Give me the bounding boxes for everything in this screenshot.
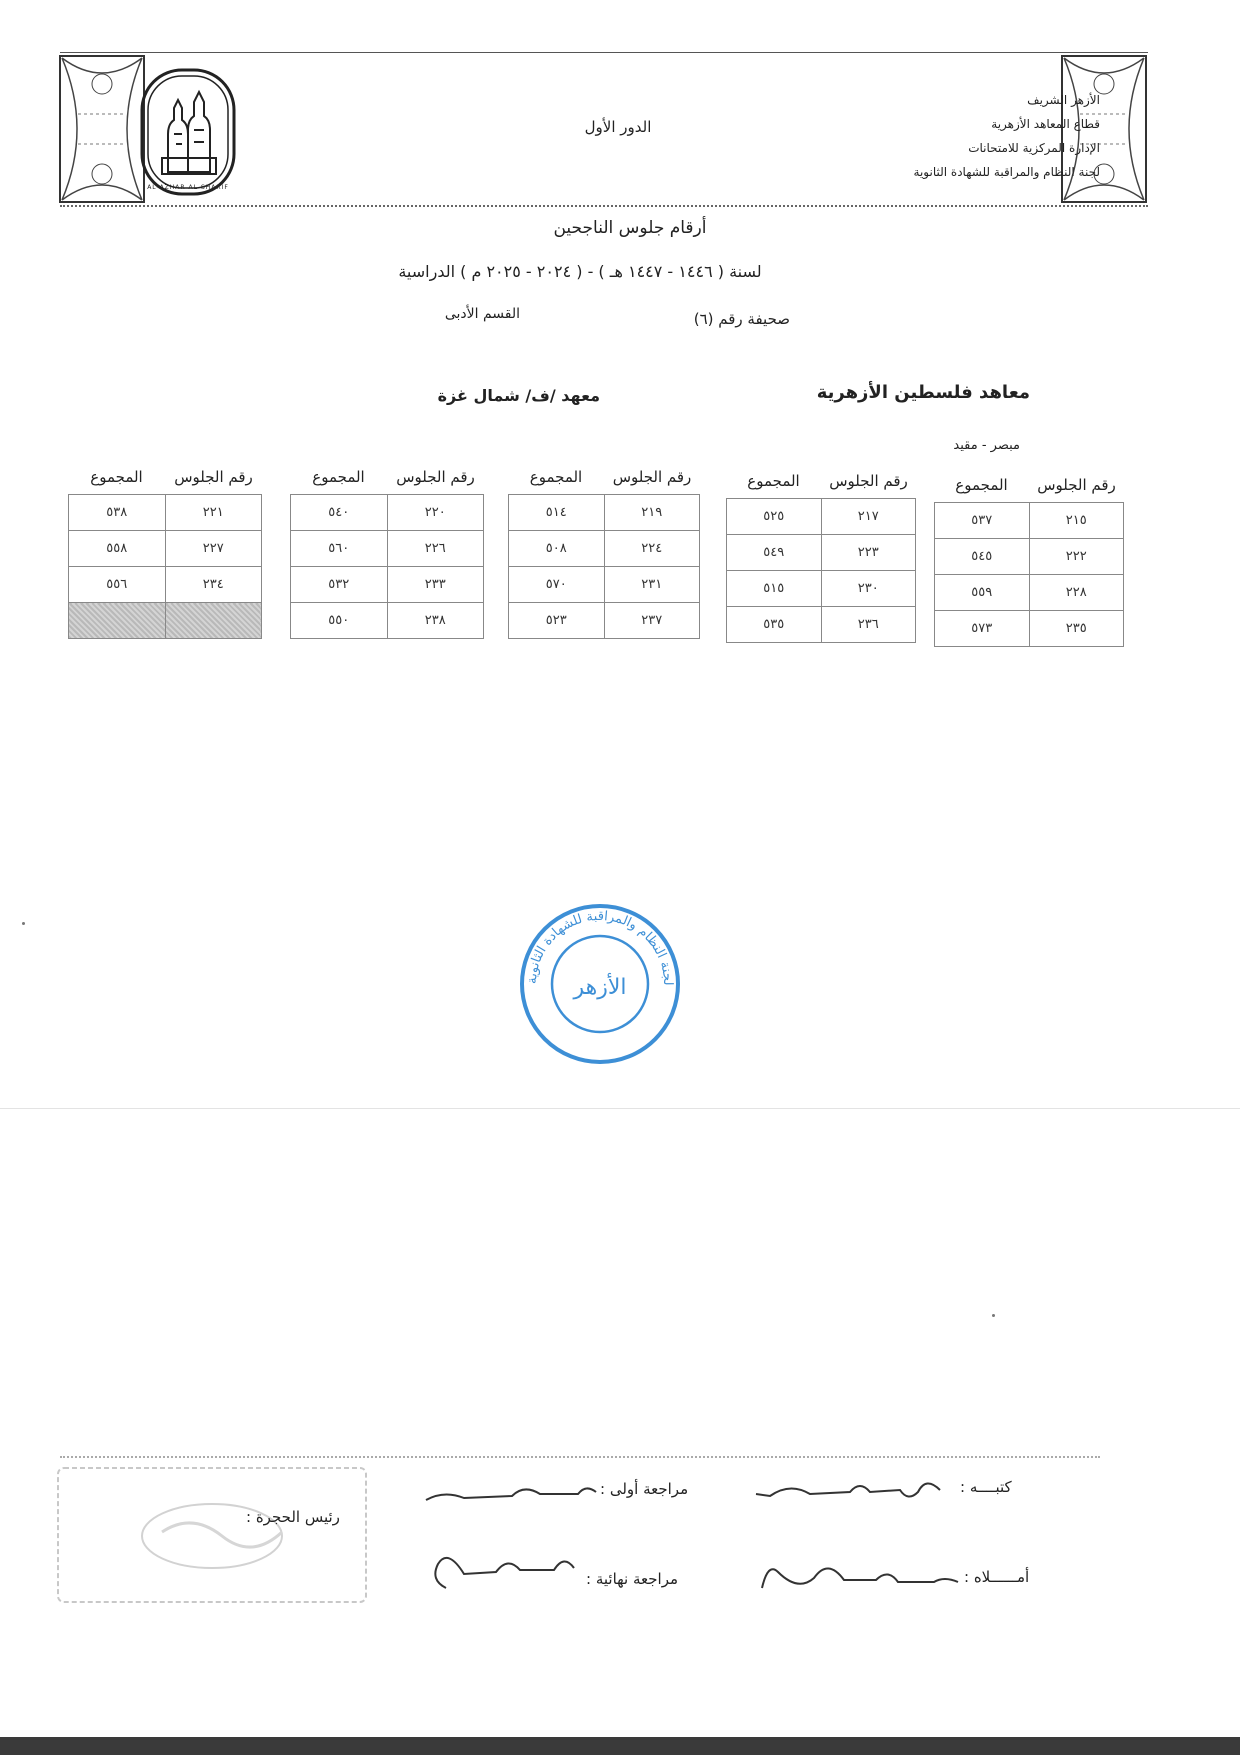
seat-cell: ٢٢٢ [1029,539,1124,575]
results-table [726,498,916,643]
results-table [68,494,262,639]
table-row [509,531,700,567]
fold-line [0,1108,1240,1109]
total-cell: ٥٣٧ [935,503,1030,539]
results-table [290,494,484,639]
total-header: المجموع [529,468,583,486]
seat-header: رقم الجلوس [829,472,908,490]
results-column [290,468,484,639]
scan-speck [992,1314,995,1317]
al-azhar-logo [138,64,238,200]
logo-caption: AL-AZHAR AL-SHARIF [147,184,229,191]
org-line: الإدارة المركزية للامتحانات [968,141,1100,155]
seat-cell: ٢٣٧ [604,603,700,639]
document-title: أرقام جلوس الناجحين [553,218,707,238]
total-cell: ٥٥٠ [291,603,388,639]
total-cell: ٥٥٦ [69,567,166,603]
student-category: مبصر - مقيد [953,438,1020,453]
ornament-graphic [58,54,146,204]
seat-header: رقم الجلوس [1037,476,1116,494]
total-cell: ٥١٥ [727,571,822,607]
table-row [935,575,1124,611]
seat-cell: ٢١٧ [821,499,916,535]
results-table [508,494,700,639]
total-cell: ٥٢٥ [727,499,822,535]
seat-cell: ٢٢٠ [387,495,484,531]
org-line: الأزهر الشريف [1027,93,1100,107]
total-cell: ٥٣٢ [291,567,388,603]
total-cell: ٥٤٠ [291,495,388,531]
stamp-center-text: الأزهر [573,975,627,1000]
total-cell: ٥٤٥ [935,539,1030,575]
institute-name: معهد /ف/ شمال غزة [437,386,600,405]
total-cell: ٥٧٣ [935,611,1030,647]
seat-cell: ٢٣٣ [387,567,484,603]
total-cell: ٥٢٣ [509,603,605,639]
total-cell: ٥٤٩ [727,535,822,571]
signature-separator [60,1456,1100,1458]
writer-label: كتبــــه : [960,1478,1012,1496]
total-cell: ٥٥٨ [69,531,166,567]
table-row [69,495,262,531]
table-row [935,539,1124,575]
seat-cell: ٢٢٤ [604,531,700,567]
empty-shaded-row [69,603,262,639]
results-table [934,502,1124,647]
seat-cell: ٢٢٨ [1029,575,1124,611]
left-ornament [58,54,146,204]
total-cell: ٥١٤ [509,495,605,531]
table-row [727,535,916,571]
seat-cell: ٢٣٥ [1029,611,1124,647]
stamp-ring-text: لجنة النظام والمراقبة للشهادة الثانوية [524,908,676,986]
seat-cell: ٢٣٤ [165,567,262,603]
institutes-group: معاهد فلسطين الأزهرية [816,382,1030,403]
table-row [69,567,262,603]
page-number: صحيفة رقم (٦) [693,310,790,328]
total-cell: ٥٦٠ [291,531,388,567]
table-row [291,567,484,603]
table-row [935,611,1124,647]
shaded-cell [69,603,166,639]
official-stamp [518,902,682,1066]
total-cell: ٥٣٥ [727,607,822,643]
table-row [727,499,916,535]
organization-lines [840,88,1100,184]
room-head-label: رئيس الحجرة : [246,1508,340,1526]
seat-cell: ٢١٥ [1029,503,1124,539]
seat-cell: ٢٣٨ [387,603,484,639]
first-review-label: مراجعة أولى : [600,1480,689,1498]
first-review-signature [420,1480,600,1514]
seat-cell: ٢٢٣ [821,535,916,571]
results-column [508,468,700,639]
table-row [291,495,484,531]
scan-edge [0,1737,1240,1755]
total-header: المجموع [90,468,143,486]
dictation-label: أمــــــلاه : [964,1568,1030,1586]
table-row [509,567,700,603]
final-review-signature [424,1544,584,1598]
section-name: القسم الأدبى [444,306,520,322]
table-row [291,531,484,567]
seat-cell: ٢٣١ [604,567,700,603]
table-row [291,603,484,639]
total-header: المجموع [312,468,365,486]
results-column [934,476,1124,647]
seat-cell: ٢٢١ [165,495,262,531]
seat-header: رقم الجلوس [612,468,692,486]
seat-cell: ٢٢٦ [387,531,484,567]
results-column [68,468,262,639]
total-header: المجموع [747,472,800,490]
table-row [509,603,700,639]
final-review-label: مراجعة نهائية : [586,1570,679,1588]
exam-round: الدور الأول [584,118,652,136]
table-row [509,495,700,531]
scan-speck [22,922,25,925]
writer-signature [750,1472,950,1512]
table-row [935,503,1124,539]
table-row [69,531,262,567]
total-cell: ٥٠٨ [509,531,605,567]
org-line: قطاع المعاهد الأزهرية [991,117,1100,131]
faint-stamp [52,1462,372,1608]
org-line: لجنة النظام والمراقبة للشهادة الثانوية [913,165,1100,179]
table-row [727,607,916,643]
seat-cell: ٢٣٦ [821,607,916,643]
total-cell: ٥٧٠ [509,567,605,603]
seat-header: رقم الجلوس [174,468,253,486]
academic-year: لسنة ( ١٤٤٦ - ١٤٤٧ هـ ) - ( ٢٠٢٤ - ٢٠٢٥ م ) الدراسية [398,262,762,281]
total-cell: ٥٥٩ [935,575,1030,611]
total-cell: ٥٣٨ [69,495,166,531]
seat-cell: ٢٢٧ [165,531,262,567]
seat-header: رقم الجلوس [396,468,475,486]
results-column [726,472,916,643]
dictation-signature [758,1552,968,1600]
shaded-cell [165,603,262,639]
table-row [727,571,916,607]
seat-cell: ٢٣٠ [821,571,916,607]
seat-cell: ٢١٩ [604,495,700,531]
total-header: المجموع [955,476,1008,494]
